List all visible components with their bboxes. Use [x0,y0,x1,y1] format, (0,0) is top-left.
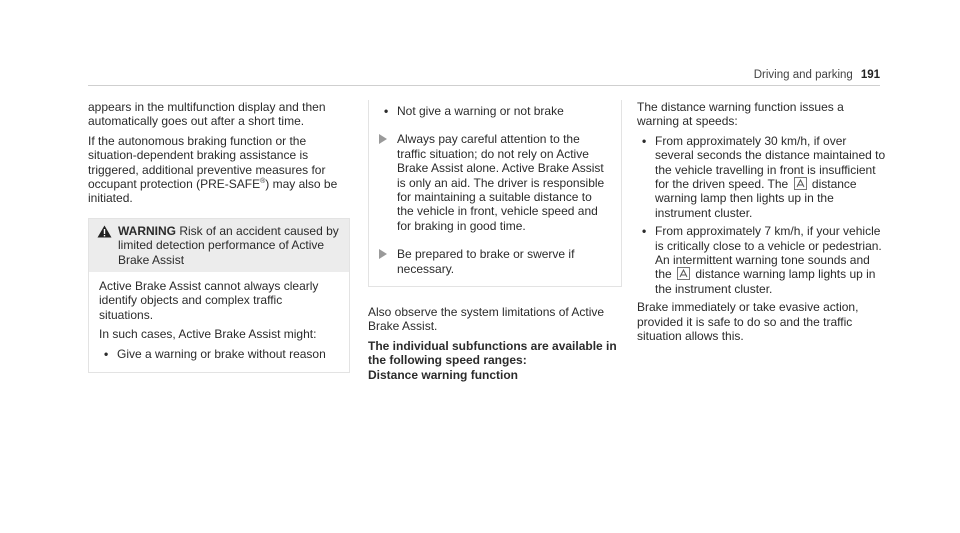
instruction-text: Always pay careful attention to the traffic situation; do not rely on Active Brake Assist alone. Active Brake Assist is only an aid. The driver is responsible for maintaining a suitable distance to the vehicle in front, vehicle speed and for braking in good time. [397,132,605,233]
warning-box-continued [368,100,622,287]
paragraph: The distance warning function issues a warning at speeds: [637,100,844,129]
paragraph: appears in the multifunction display and then automatically goes out after a short time. [88,100,326,129]
right-arrow-icon [379,134,387,144]
page-header [754,69,880,81]
text: If the autonomous braking function or the situation-dependent braking assistance is triggered, additional preventive measures for occupant protection (PRE-SAFE [88,133,326,192]
list-item [99,347,339,361]
bullet-icon: • [642,224,647,239]
column-3 [637,100,887,349]
list-item-text: Give a warning or brake without reason [117,346,326,361]
list-item-text [655,134,887,220]
list-item [637,224,887,296]
warning-text: Risk of an accident caused by limited detection performance of Active Brake Assist [118,223,339,267]
section-title: Driving and parking [753,69,853,81]
column-2 [368,100,622,387]
paragraph: Also observe the system limitations of Active Brake Assist. [368,305,605,334]
list-item [379,104,611,118]
instruction-item [379,132,611,233]
speed-list [637,134,887,296]
bullet-icon: • [642,133,647,148]
header-divider [88,85,880,86]
distance-warning-lamp-icon [677,267,690,280]
text: ) may also be initiated. [88,177,338,206]
warning-paragraph: In such cases, Active Brake Assist might: [99,327,317,342]
bold-heading: Distance warning function [368,367,519,382]
text: From approximately 7 km/h, if your vehicle is critically close to a vehicle or pedestrian. An intermittent warning tone sounds and the [655,224,882,282]
page-number: 191 [860,69,880,81]
warning-triangle-icon [97,225,112,238]
warning-heading-text [118,224,341,267]
warning-box [88,218,350,373]
bullet-icon: • [384,104,389,118]
column-1 [88,100,350,373]
warning-header [89,219,349,272]
instruction-item [379,247,611,276]
list-item-text: Not give a warning or not brake [397,104,564,118]
list-item-text [655,224,887,296]
list-item [637,134,887,220]
warning-paragraph: Active Brake Assist cannot always clearly identify objects and complex traffic situations. [99,279,319,322]
paragraph-pre-safe [88,134,350,206]
warning-title: WARNING [118,223,176,238]
bullet-icon: • [104,346,109,361]
paragraph: Brake immediately or take evasive action, provided it is safe to do so and the traffic situation allows this. [637,300,859,344]
distance-warning-lamp-icon [794,177,807,190]
text: distance warning lamp lights up in the instrument cluster. [655,267,876,296]
warning-list [99,347,339,361]
bold-heading: The individual subfunctions are available in the following speed ranges: [368,338,617,368]
instruction-text: Be prepared to brake or swerve if necessary. [397,247,575,276]
registered-mark: ® [260,178,266,186]
warning-body [89,272,349,372]
warning-list [379,104,611,118]
text: distance warning lamp then lights up in the instrument cluster. [655,177,857,220]
right-arrow-icon [379,249,387,259]
text: From approximately 30 km/h, if over several seconds the distance maintained to the vehicle travelling in front is insufficient for the driven speed. The [655,133,886,192]
